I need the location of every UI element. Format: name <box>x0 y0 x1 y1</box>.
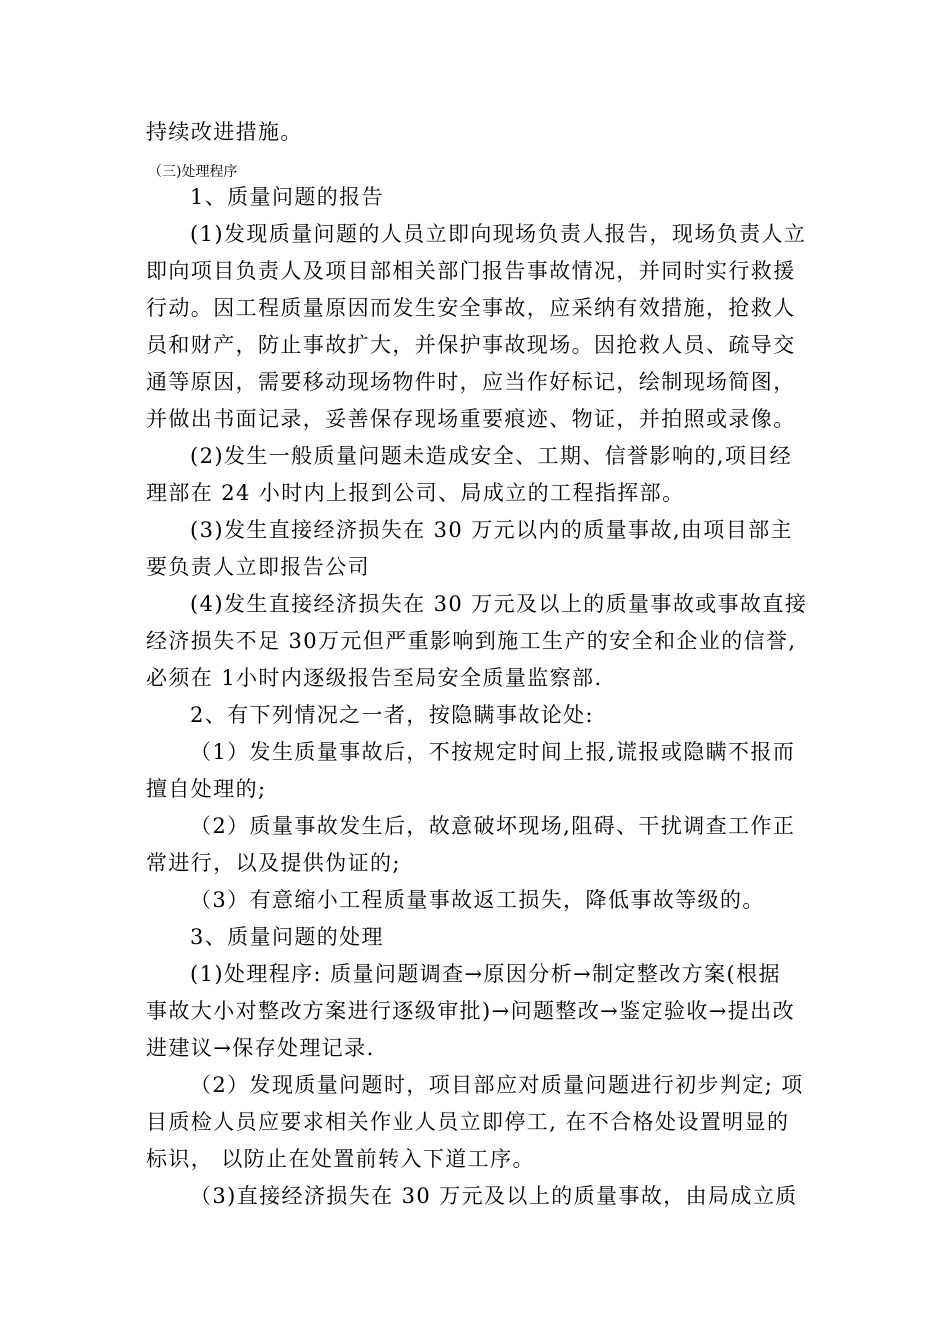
text-line: 标识， 以防止在处置前转入下道工序。 <box>146 1147 535 1171</box>
text-line: （1）发生质量事故后，不按规定时间上报,谎报或隐瞒不报而 <box>190 740 796 764</box>
text-line: 常进行，以及提供伪证的; <box>146 851 401 875</box>
text-line: 擅自处理的; <box>146 777 267 801</box>
text-line: 通等原因，需要移动现场物件时，应当作好标记，绘制现场简图， <box>146 370 796 394</box>
text-line: 进建议→保存处理记录. <box>146 1036 375 1060</box>
text-line: (3)发生直接经济损失在 30 万元以内的质量事故,由项目部主 <box>190 518 793 542</box>
section-heading: （三)处理程序 <box>148 164 238 180</box>
text-line: 理部在 24 小时内上报到公司、局成立的工程指挥部。 <box>146 481 685 505</box>
text-line: 行动。因工程质量原因而发生安全事故，应采纳有效措施，抢救人 <box>146 296 796 320</box>
text-line: (4)发生直接经济损失在 30 万元及以上的质量事故或事故直接 <box>190 592 808 616</box>
text-line: (1)发现质量问题的人员立即向现场负责人报告，现场负责人立 <box>190 222 807 246</box>
text-line: （3)直接经济损失在 30 万元及以上的质量事故，由局成立质 <box>190 1184 798 1208</box>
text-line: （2）发现质量问题时，项目部应对质量问题进行初步判定; 项 <box>190 1073 804 1097</box>
text-line: 经济损失不足 30万元但严重影响到施工生产的安全和企业的信誉, <box>146 629 797 653</box>
text-line: (2)发生一般质量问题未造成安全、工期、信誉影响的,项目经 <box>190 444 793 468</box>
text-line: 要负责人立即报告公司 <box>146 555 370 579</box>
text-line: 并做出书面记录，妥善保存现场重要痕迹、物证，并拍照或录像。 <box>146 407 796 431</box>
subheading: 1、质量问题的报告 <box>190 185 384 209</box>
subheading: 3、质量问题的处理 <box>190 925 384 949</box>
text-line: (1)处理程序: 质量问题调查→原因分析→制定整改方案(根据 <box>190 962 781 986</box>
subheading: 2、有下列情况之一者，按隐瞒事故论处: <box>190 703 595 727</box>
text-line: 持续改进措施。 <box>146 120 303 144</box>
text-line: （2）质量事故发生后，故意破坏现场,阻碍、干扰调查工作正 <box>190 814 796 838</box>
text-line: 员和财产，防止事故扩大，并保护事故现场。因抢救人员、疏导交 <box>146 333 796 357</box>
text-line: （3）有意缩小工程质量事故返工损失，降低事故等级的。 <box>190 888 765 912</box>
text-line: 目质检人员应要求相关作业人员立即停工, 在不合格处设置明显的 <box>146 1110 790 1134</box>
text-line: 必须在 1小时内逐级报告至局安全质量监察部. <box>146 666 603 690</box>
text-line: 事故大小对整改方案进行逐级审批)→问题整改→鉴定验收→提出改 <box>146 999 795 1023</box>
text-line: 即向项目负责人及项目部相关部门报告事故情况，并同时实行救援 <box>146 259 796 283</box>
